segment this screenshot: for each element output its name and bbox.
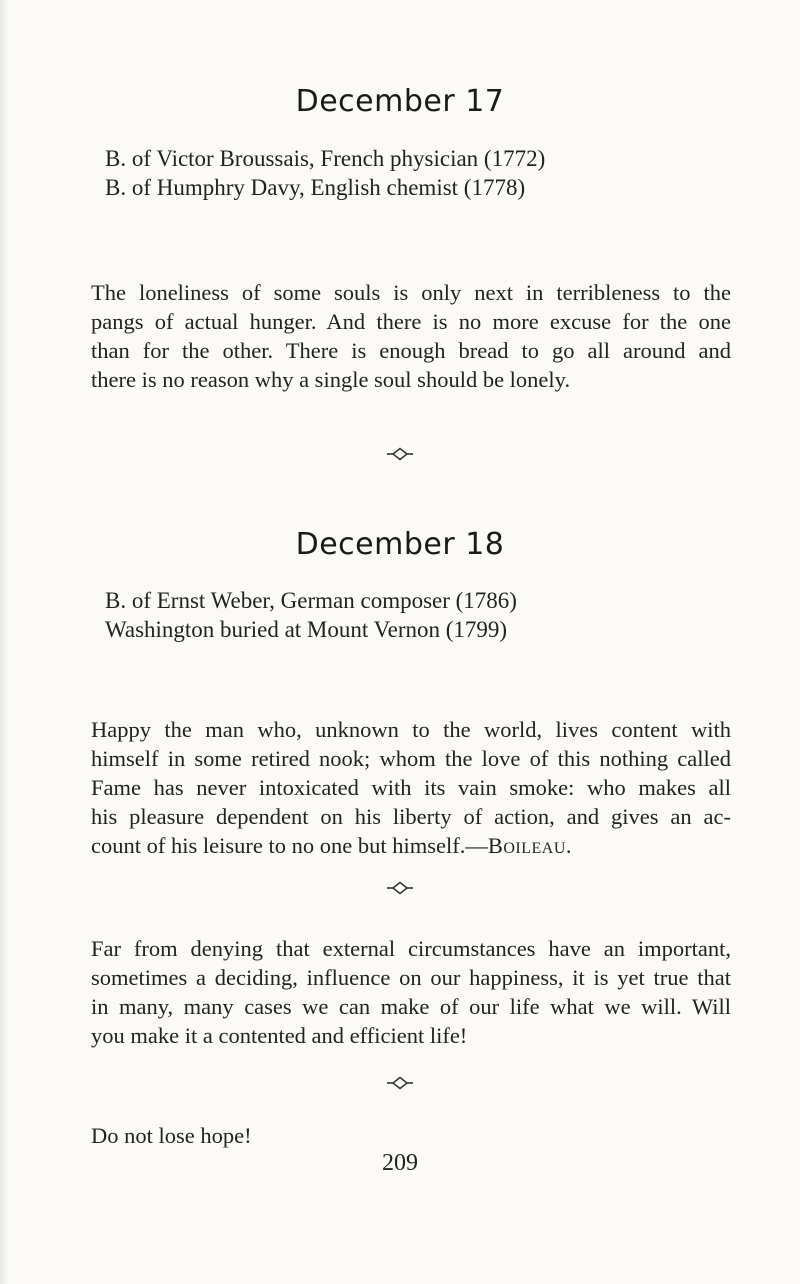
paragraph-loneliness [91, 278, 731, 394]
birth-entry: B. of Ernst Weber, German composer (1786) [105, 588, 517, 613]
page-edge-shadow [0, 0, 8, 1284]
quote-last-line-text: count of his leisure to no one but himself.— [91, 833, 488, 858]
text-line: there is no reason why a single soul should be lonely. [91, 367, 571, 392]
heading-december-17: December 17 [295, 84, 505, 119]
birth-entry: B. of Victor Broussais, French physician (1772) [105, 146, 546, 171]
text-line: The loneliness of some souls is only next in terribleness to the [91, 280, 731, 305]
text-line: Do not lose hope! [91, 1123, 252, 1148]
text-line [91, 831, 731, 860]
closing-line [91, 1121, 391, 1150]
paragraph-circumstances [91, 934, 731, 1050]
text-line: Happy the man who, unknown to the world, lives content with [91, 717, 731, 742]
text-line: than for the other. There is enough bread to go all around and [91, 338, 731, 363]
birth-entry: Washington buried at Mount Vernon (1799) [105, 617, 508, 642]
quote-boileau [91, 715, 731, 860]
text-line: Fame has never intoxicated with its vain smoke: who makes all [91, 775, 731, 800]
text-line: in many, many cases we can make of our life what we will. Will [91, 994, 731, 1019]
heading-december-18: December 18 [295, 527, 505, 562]
page-number: 209 [382, 1150, 418, 1176]
text-line: pangs of actual hunger. And there is no more excuse for the one [91, 309, 731, 334]
diamond-dash-ornament-icon [386, 447, 414, 461]
text-line: his pleasure dependent on his liberty of action, and gives an ac- [91, 804, 731, 829]
diamond-dash-ornament-icon [386, 1076, 414, 1090]
text-line: sometimes a deciding, influence on our happiness, it is yet true that [91, 965, 731, 990]
birth-entry: B. of Humphry Davy, English chemist (1778) [105, 175, 526, 200]
diamond-dash-ornament-icon [386, 881, 414, 895]
text-line: Far from denying that external circumstances have an important, [91, 936, 731, 961]
text-line: you make it a contented and efficient life! [91, 1023, 468, 1048]
births-list-december-17 [105, 144, 545, 202]
text-line: himself in some retired nook; whom the love of this nothing called [91, 746, 731, 771]
quote-author: Boileau. [487, 833, 572, 858]
births-list-december-18 [105, 586, 517, 644]
